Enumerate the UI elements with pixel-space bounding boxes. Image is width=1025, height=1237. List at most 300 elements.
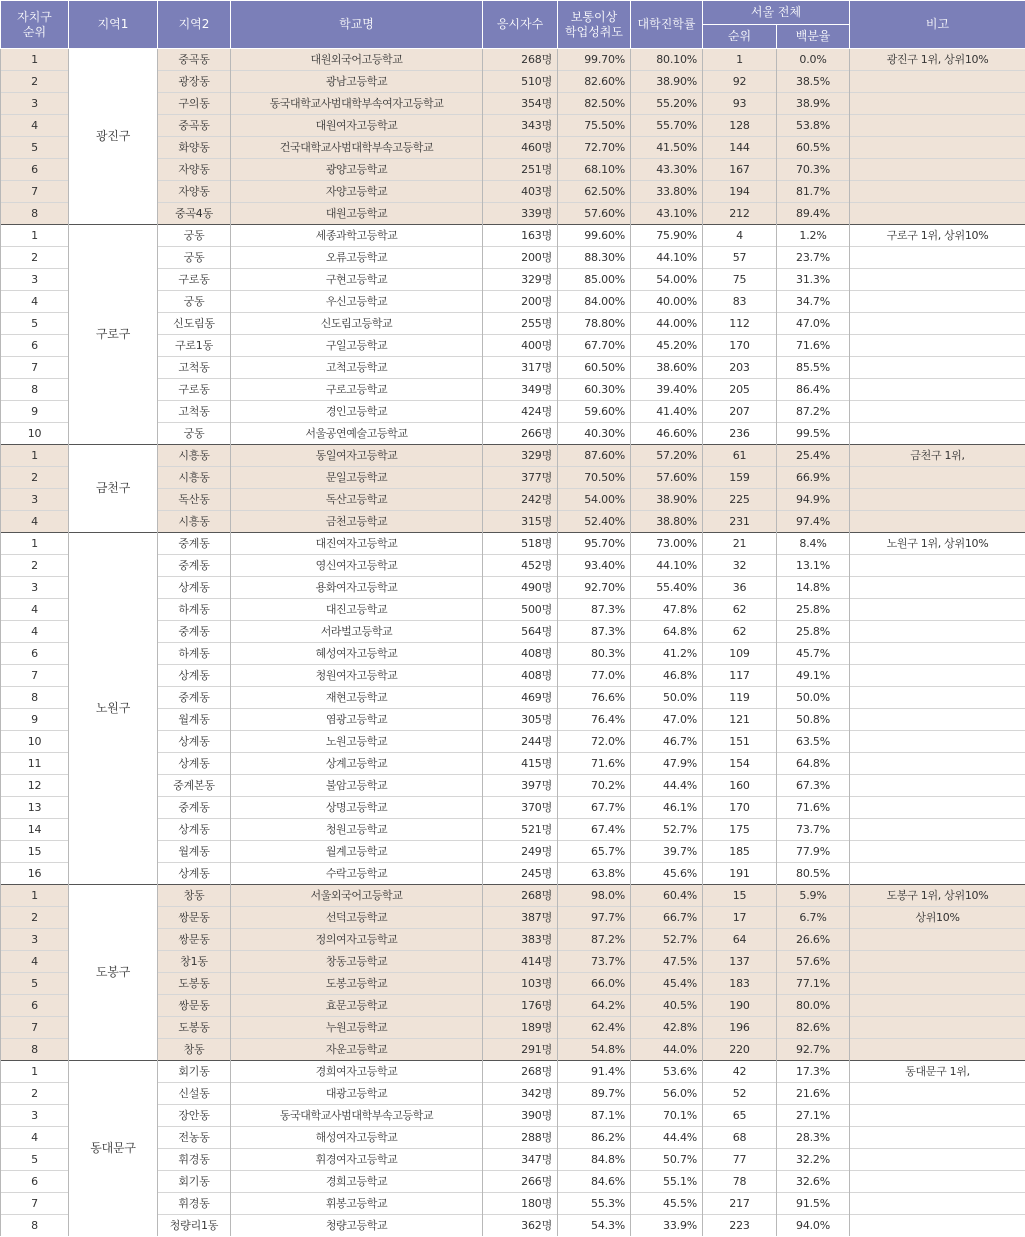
- rank-cell: 11: [1, 753, 69, 775]
- seoul-rank-cell: 205: [703, 379, 777, 401]
- school-name-cell: 휘경여자고등학교: [231, 1149, 483, 1171]
- header-note: 비고: [850, 1, 1025, 49]
- achievement-cell: 87.60%: [558, 445, 631, 467]
- examinees-cell: 249명: [483, 841, 558, 863]
- seoul-rank-cell: 160: [703, 775, 777, 797]
- seoul-rank-cell: 183: [703, 973, 777, 995]
- region2-cell: 장안동: [158, 1105, 231, 1127]
- seoul-rank-cell: 175: [703, 819, 777, 841]
- seoul-percent-cell: 1.2%: [777, 225, 850, 247]
- region2-cell: 중계동: [158, 555, 231, 577]
- seoul-rank-cell: 159: [703, 467, 777, 489]
- rank-cell: 9: [1, 401, 69, 423]
- school-name-cell: 독산고등학교: [231, 489, 483, 511]
- examinees-cell: 403명: [483, 181, 558, 203]
- note-cell: [850, 577, 1025, 599]
- achievement-cell: 92.70%: [558, 577, 631, 599]
- rank-cell: 8: [1, 687, 69, 709]
- region2-cell: 시흥동: [158, 467, 231, 489]
- note-cell: [850, 731, 1025, 753]
- achievement-cell: 99.60%: [558, 225, 631, 247]
- rank-cell: 1: [1, 1061, 69, 1083]
- seoul-rank-cell: 185: [703, 841, 777, 863]
- note-cell: [850, 423, 1025, 445]
- examinees-cell: 103명: [483, 973, 558, 995]
- examinees-cell: 245명: [483, 863, 558, 885]
- seoul-rank-cell: 194: [703, 181, 777, 203]
- seoul-rank-cell: 21: [703, 533, 777, 555]
- region2-cell: 회기동: [158, 1061, 231, 1083]
- achievement-cell: 70.50%: [558, 467, 631, 489]
- seoul-percent-cell: 99.5%: [777, 423, 850, 445]
- note-cell: [850, 291, 1025, 313]
- examinees-cell: 387명: [483, 907, 558, 929]
- school-name-cell: 세종과학고등학교: [231, 225, 483, 247]
- header-achievement: 보통이상 학업성취도: [558, 1, 631, 49]
- achievement-cell: 98.0%: [558, 885, 631, 907]
- examinees-cell: 362명: [483, 1215, 558, 1237]
- note-cell: [850, 1149, 1025, 1171]
- note-cell: [850, 995, 1025, 1017]
- seoul-percent-cell: 45.7%: [777, 643, 850, 665]
- college-rate-cell: 33.9%: [631, 1215, 703, 1237]
- seoul-rank-cell: 196: [703, 1017, 777, 1039]
- achievement-cell: 68.10%: [558, 159, 631, 181]
- college-rate-cell: 55.70%: [631, 115, 703, 137]
- region2-cell: 고척동: [158, 357, 231, 379]
- seoul-percent-cell: 94.9%: [777, 489, 850, 511]
- college-rate-cell: 47.0%: [631, 709, 703, 731]
- college-rate-cell: 57.20%: [631, 445, 703, 467]
- achievement-cell: 40.30%: [558, 423, 631, 445]
- table-row: [1, 49, 1025, 71]
- region2-cell: 신설동: [158, 1083, 231, 1105]
- seoul-percent-cell: 28.3%: [777, 1127, 850, 1149]
- region2-cell: 창동: [158, 1039, 231, 1061]
- school-name-cell: 오류고등학교: [231, 247, 483, 269]
- note-cell: [850, 269, 1025, 291]
- school-name-cell: 자운고등학교: [231, 1039, 483, 1061]
- achievement-cell: 59.60%: [558, 401, 631, 423]
- region2-cell: 화양동: [158, 137, 231, 159]
- achievement-cell: 70.2%: [558, 775, 631, 797]
- seoul-percent-cell: 80.5%: [777, 863, 850, 885]
- seoul-percent-cell: 89.4%: [777, 203, 850, 225]
- table-row: [1, 445, 1025, 467]
- seoul-rank-cell: 17: [703, 907, 777, 929]
- achievement-cell: 67.7%: [558, 797, 631, 819]
- seoul-rank-cell: 117: [703, 665, 777, 687]
- region2-cell: 상계동: [158, 863, 231, 885]
- district-cell: 금천구: [69, 445, 158, 533]
- seoul-percent-cell: 49.1%: [777, 665, 850, 687]
- school-name-cell: 금천고등학교: [231, 511, 483, 533]
- seoul-percent-cell: 67.3%: [777, 775, 850, 797]
- rank-cell: 5: [1, 137, 69, 159]
- school-name-cell: 대광고등학교: [231, 1083, 483, 1105]
- college-rate-cell: 80.10%: [631, 49, 703, 71]
- header-college-rate: 대학진학률: [631, 1, 703, 49]
- college-rate-cell: 64.8%: [631, 621, 703, 643]
- rank-cell: 6: [1, 995, 69, 1017]
- school-name-cell: 동일여자고등학교: [231, 445, 483, 467]
- rank-cell: 10: [1, 731, 69, 753]
- school-name-cell: 청량고등학교: [231, 1215, 483, 1237]
- school-name-cell: 혜성여자고등학교: [231, 643, 483, 665]
- note-cell: [850, 511, 1025, 533]
- rank-cell: 5: [1, 313, 69, 335]
- school-name-cell: 대원고등학교: [231, 203, 483, 225]
- school-name-cell: 청원고등학교: [231, 819, 483, 841]
- region2-cell: 중계동: [158, 687, 231, 709]
- examinees-cell: 469명: [483, 687, 558, 709]
- region2-cell: 하계동: [158, 643, 231, 665]
- note-cell: [850, 1171, 1025, 1193]
- achievement-cell: 93.40%: [558, 555, 631, 577]
- examinees-cell: 347명: [483, 1149, 558, 1171]
- region2-cell: 중곡동: [158, 49, 231, 71]
- examinees-cell: 349명: [483, 379, 558, 401]
- examinees-cell: 377명: [483, 467, 558, 489]
- school-name-cell: 서라벌고등학교: [231, 621, 483, 643]
- region2-cell: 휘경동: [158, 1193, 231, 1215]
- seoul-rank-cell: 144: [703, 137, 777, 159]
- region2-cell: 구로1동: [158, 335, 231, 357]
- examinees-cell: 266명: [483, 423, 558, 445]
- seoul-percent-cell: 32.2%: [777, 1149, 850, 1171]
- seoul-percent-cell: 38.5%: [777, 71, 850, 93]
- seoul-percent-cell: 34.7%: [777, 291, 850, 313]
- examinees-cell: 329명: [483, 269, 558, 291]
- college-rate-cell: 56.0%: [631, 1083, 703, 1105]
- achievement-cell: 99.70%: [558, 49, 631, 71]
- achievement-cell: 76.4%: [558, 709, 631, 731]
- region2-cell: 중계동: [158, 533, 231, 555]
- examinees-cell: 521명: [483, 819, 558, 841]
- rank-cell: 8: [1, 203, 69, 225]
- achievement-cell: 88.30%: [558, 247, 631, 269]
- rank-cell: 3: [1, 269, 69, 291]
- seoul-rank-cell: 167: [703, 159, 777, 181]
- seoul-percent-cell: 70.3%: [777, 159, 850, 181]
- region2-cell: 창1동: [158, 951, 231, 973]
- seoul-percent-cell: 17.3%: [777, 1061, 850, 1083]
- school-name-cell: 정의여자고등학교: [231, 929, 483, 951]
- region2-cell: 궁동: [158, 423, 231, 445]
- examinees-cell: 266명: [483, 1171, 558, 1193]
- school-name-cell: 상계고등학교: [231, 753, 483, 775]
- region2-cell: 자양동: [158, 159, 231, 181]
- college-rate-cell: 50.7%: [631, 1149, 703, 1171]
- seoul-rank-cell: 128: [703, 115, 777, 137]
- seoul-rank-cell: 4: [703, 225, 777, 247]
- achievement-cell: 95.70%: [558, 533, 631, 555]
- region2-cell: 고척동: [158, 401, 231, 423]
- examinees-cell: 291명: [483, 1039, 558, 1061]
- note-cell: [850, 137, 1025, 159]
- rank-cell: 2: [1, 71, 69, 93]
- seoul-percent-cell: 21.6%: [777, 1083, 850, 1105]
- college-rate-cell: 45.6%: [631, 863, 703, 885]
- school-name-cell: 도봉고등학교: [231, 973, 483, 995]
- achievement-cell: 57.60%: [558, 203, 631, 225]
- header-examinees: 응시자수: [483, 1, 558, 49]
- note-cell: [850, 1017, 1025, 1039]
- seoul-percent-cell: 8.4%: [777, 533, 850, 555]
- seoul-rank-cell: 93: [703, 93, 777, 115]
- rank-cell: 8: [1, 1039, 69, 1061]
- college-rate-cell: 45.20%: [631, 335, 703, 357]
- seoul-percent-cell: 25.4%: [777, 445, 850, 467]
- college-rate-cell: 73.00%: [631, 533, 703, 555]
- college-rate-cell: 44.0%: [631, 1039, 703, 1061]
- seoul-rank-cell: 75: [703, 269, 777, 291]
- college-rate-cell: 40.5%: [631, 995, 703, 1017]
- school-name-cell: 상명고등학교: [231, 797, 483, 819]
- achievement-cell: 82.60%: [558, 71, 631, 93]
- note-cell: [850, 973, 1025, 995]
- seoul-percent-cell: 13.1%: [777, 555, 850, 577]
- region2-cell: 월계동: [158, 709, 231, 731]
- note-cell: [850, 313, 1025, 335]
- examinees-cell: 452명: [483, 555, 558, 577]
- achievement-cell: 63.8%: [558, 863, 631, 885]
- rank-cell: 3: [1, 1105, 69, 1127]
- examinees-cell: 268명: [483, 1061, 558, 1083]
- college-rate-cell: 33.80%: [631, 181, 703, 203]
- district-cell: 광진구: [69, 49, 158, 225]
- achievement-cell: 72.70%: [558, 137, 631, 159]
- college-rate-cell: 38.80%: [631, 511, 703, 533]
- college-rate-cell: 42.8%: [631, 1017, 703, 1039]
- school-name-cell: 선덕고등학교: [231, 907, 483, 929]
- seoul-percent-cell: 50.8%: [777, 709, 850, 731]
- region2-cell: 중곡동: [158, 115, 231, 137]
- note-cell: [850, 709, 1025, 731]
- note-cell: [850, 1127, 1025, 1149]
- examinees-cell: 354명: [483, 93, 558, 115]
- region2-cell: 도봉동: [158, 973, 231, 995]
- seoul-rank-cell: 36: [703, 577, 777, 599]
- achievement-cell: 62.4%: [558, 1017, 631, 1039]
- rank-cell: 4: [1, 115, 69, 137]
- achievement-cell: 80.3%: [558, 643, 631, 665]
- college-rate-cell: 52.7%: [631, 819, 703, 841]
- college-rate-cell: 43.10%: [631, 203, 703, 225]
- rank-cell: 2: [1, 467, 69, 489]
- region2-cell: 독산동: [158, 489, 231, 511]
- seoul-rank-cell: 119: [703, 687, 777, 709]
- seoul-rank-cell: 191: [703, 863, 777, 885]
- note-cell: [850, 797, 1025, 819]
- achievement-cell: 76.6%: [558, 687, 631, 709]
- school-name-cell: 수락고등학교: [231, 863, 483, 885]
- college-rate-cell: 41.40%: [631, 401, 703, 423]
- examinees-cell: 163명: [483, 225, 558, 247]
- school-name-cell: 신도림고등학교: [231, 313, 483, 335]
- note-cell: [850, 841, 1025, 863]
- school-name-cell: 구현고등학교: [231, 269, 483, 291]
- region2-cell: 회기동: [158, 1171, 231, 1193]
- school-name-cell: 경희여자고등학교: [231, 1061, 483, 1083]
- college-rate-cell: 47.8%: [631, 599, 703, 621]
- examinees-cell: 424명: [483, 401, 558, 423]
- examinees-cell: 414명: [483, 951, 558, 973]
- achievement-cell: 71.6%: [558, 753, 631, 775]
- achievement-cell: 84.8%: [558, 1149, 631, 1171]
- rank-cell: 2: [1, 247, 69, 269]
- rank-cell: 12: [1, 775, 69, 797]
- examinees-cell: 490명: [483, 577, 558, 599]
- college-rate-cell: 46.1%: [631, 797, 703, 819]
- rank-cell: 13: [1, 797, 69, 819]
- achievement-cell: 67.4%: [558, 819, 631, 841]
- region2-cell: 쌍문동: [158, 995, 231, 1017]
- region2-cell: 월계동: [158, 841, 231, 863]
- note-cell: [850, 489, 1025, 511]
- note-cell: 노원구 1위, 상위10%: [850, 533, 1025, 555]
- note-cell: [850, 665, 1025, 687]
- rank-cell: 10: [1, 423, 69, 445]
- college-rate-cell: 70.1%: [631, 1105, 703, 1127]
- achievement-cell: 60.50%: [558, 357, 631, 379]
- examinees-cell: 268명: [483, 885, 558, 907]
- region2-cell: 전농동: [158, 1127, 231, 1149]
- school-name-cell: 동국대학교사범대학부속여자고등학교: [231, 93, 483, 115]
- region2-cell: 구로동: [158, 269, 231, 291]
- seoul-percent-cell: 77.9%: [777, 841, 850, 863]
- rank-cell: 8: [1, 1215, 69, 1237]
- header-school-name: 학교명: [231, 1, 483, 49]
- school-name-cell: 서울외국어고등학교: [231, 885, 483, 907]
- college-rate-cell: 45.5%: [631, 1193, 703, 1215]
- achievement-cell: 66.0%: [558, 973, 631, 995]
- school-name-cell: 자양고등학교: [231, 181, 483, 203]
- school-name-cell: 월계고등학교: [231, 841, 483, 863]
- seoul-rank-cell: 112: [703, 313, 777, 335]
- seoul-percent-cell: 73.7%: [777, 819, 850, 841]
- rank-cell: 6: [1, 335, 69, 357]
- seoul-rank-cell: 32: [703, 555, 777, 577]
- rank-cell: 4: [1, 621, 69, 643]
- college-rate-cell: 44.4%: [631, 775, 703, 797]
- college-rate-cell: 38.90%: [631, 489, 703, 511]
- achievement-cell: 84.6%: [558, 1171, 631, 1193]
- region2-cell: 쌍문동: [158, 907, 231, 929]
- examinees-cell: 390명: [483, 1105, 558, 1127]
- rank-cell: 1: [1, 885, 69, 907]
- achievement-cell: 91.4%: [558, 1061, 631, 1083]
- college-rate-cell: 55.20%: [631, 93, 703, 115]
- school-name-cell: 구일고등학교: [231, 335, 483, 357]
- seoul-rank-cell: 109: [703, 643, 777, 665]
- rank-cell: 5: [1, 973, 69, 995]
- note-cell: [850, 115, 1025, 137]
- college-rate-cell: 66.7%: [631, 907, 703, 929]
- achievement-cell: 87.2%: [558, 929, 631, 951]
- seoul-percent-cell: 47.0%: [777, 313, 850, 335]
- seoul-rank-cell: 223: [703, 1215, 777, 1237]
- examinees-cell: 397명: [483, 775, 558, 797]
- region2-cell: 도봉동: [158, 1017, 231, 1039]
- seoul-percent-cell: 53.8%: [777, 115, 850, 137]
- school-name-cell: 문일고등학교: [231, 467, 483, 489]
- note-cell: [850, 401, 1025, 423]
- region2-cell: 쌍문동: [158, 929, 231, 951]
- seoul-percent-cell: 14.8%: [777, 577, 850, 599]
- examinees-cell: 200명: [483, 291, 558, 313]
- school-name-cell: 재현고등학교: [231, 687, 483, 709]
- seoul-rank-cell: 151: [703, 731, 777, 753]
- header-seoul-percent: 백분율: [777, 25, 850, 49]
- school-name-cell: 동국대학교사범대학부속고등학교: [231, 1105, 483, 1127]
- note-cell: 금천구 1위,: [850, 445, 1025, 467]
- region2-cell: 중계본동: [158, 775, 231, 797]
- school-name-cell: 대원외국어고등학교: [231, 49, 483, 71]
- school-name-cell: 효문고등학교: [231, 995, 483, 1017]
- examinees-cell: 176명: [483, 995, 558, 1017]
- rank-cell: 7: [1, 1017, 69, 1039]
- rank-cell: 4: [1, 951, 69, 973]
- seoul-percent-cell: 63.5%: [777, 731, 850, 753]
- college-rate-cell: 54.00%: [631, 269, 703, 291]
- seoul-rank-cell: 1: [703, 49, 777, 71]
- school-name-cell: 영신여자고등학교: [231, 555, 483, 577]
- header-seoul-rank: 순위: [703, 25, 777, 49]
- seoul-rank-cell: 62: [703, 599, 777, 621]
- achievement-cell: 64.2%: [558, 995, 631, 1017]
- examinees-cell: 180명: [483, 1193, 558, 1215]
- college-rate-cell: 47.5%: [631, 951, 703, 973]
- region2-cell: 상계동: [158, 665, 231, 687]
- seoul-rank-cell: 92: [703, 71, 777, 93]
- seoul-rank-cell: 220: [703, 1039, 777, 1061]
- seoul-rank-cell: 77: [703, 1149, 777, 1171]
- achievement-cell: 54.8%: [558, 1039, 631, 1061]
- seoul-rank-cell: 121: [703, 709, 777, 731]
- college-rate-cell: 55.40%: [631, 577, 703, 599]
- seoul-percent-cell: 87.2%: [777, 401, 850, 423]
- seoul-rank-cell: 57: [703, 247, 777, 269]
- seoul-percent-cell: 64.8%: [777, 753, 850, 775]
- region2-cell: 자양동: [158, 181, 231, 203]
- region2-cell: 중계동: [158, 797, 231, 819]
- achievement-cell: 78.80%: [558, 313, 631, 335]
- region2-cell: 창동: [158, 885, 231, 907]
- examinees-cell: 342명: [483, 1083, 558, 1105]
- seoul-percent-cell: 32.6%: [777, 1171, 850, 1193]
- note-cell: 광진구 1위, 상위10%: [850, 49, 1025, 71]
- header-region1: 지역1: [69, 1, 158, 49]
- examinees-cell: 415명: [483, 753, 558, 775]
- seoul-percent-cell: 50.0%: [777, 687, 850, 709]
- table-row: [1, 1061, 1025, 1083]
- college-rate-cell: 50.0%: [631, 687, 703, 709]
- rank-cell: 7: [1, 181, 69, 203]
- examinees-cell: 305명: [483, 709, 558, 731]
- school-name-cell: 대원여자고등학교: [231, 115, 483, 137]
- college-rate-cell: 57.60%: [631, 467, 703, 489]
- seoul-rank-cell: 15: [703, 885, 777, 907]
- seoul-percent-cell: 26.6%: [777, 929, 850, 951]
- college-rate-cell: 55.1%: [631, 1171, 703, 1193]
- header-region2: 지역2: [158, 1, 231, 49]
- college-rate-cell: 47.9%: [631, 753, 703, 775]
- achievement-cell: 87.3%: [558, 599, 631, 621]
- rank-cell: 14: [1, 819, 69, 841]
- examinees-cell: 189명: [483, 1017, 558, 1039]
- examinees-cell: 518명: [483, 533, 558, 555]
